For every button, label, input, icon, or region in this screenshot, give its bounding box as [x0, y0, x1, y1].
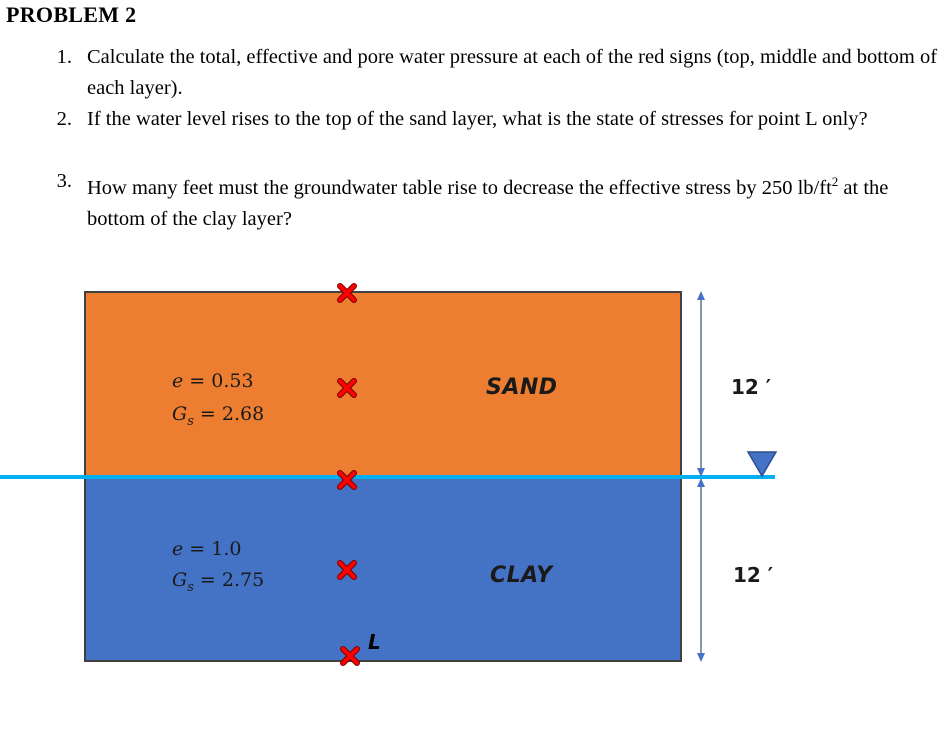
question-text: Calculate the total, effective and pore water pressure at each of the red signs (top, middle and bottom of each layer). — [87, 46, 938, 99]
clay-void-ratio: e = 1.0 — [172, 538, 242, 560]
sand-specific-gravity: $G_s = 2.68$ — [172, 403, 265, 429]
red-x-icon — [343, 649, 357, 663]
sand-layer-label: SAND — [486, 375, 558, 400]
sand-thickness-label: 12 ′ — [731, 375, 772, 399]
clay-specific-gravity: $G_s = 2.75$ — [172, 569, 265, 595]
water-table-triangle-icon — [748, 452, 776, 476]
point-l-label: L — [368, 630, 381, 654]
problem-title: PROBLEM 2 — [6, 2, 137, 27]
red-x-icon — [340, 381, 354, 395]
clay-thickness-label: 12 ′ — [733, 563, 774, 587]
red-x-icon — [340, 286, 354, 300]
question-number: 2. — [56, 108, 72, 130]
red-x-icon — [340, 473, 354, 487]
question-number: 1. — [56, 46, 72, 68]
question-number: 3. — [56, 170, 72, 192]
dimension-arrow-icon — [697, 291, 705, 662]
red-x-icon — [340, 563, 354, 577]
question-text: How many feet must the groundwater table rise to decrease the effective stress by 250 $lb/ft^2$ at the bottom of the clay layer? — [87, 174, 889, 230]
clay-layer-label: CLAY — [490, 563, 553, 588]
sand-void-ratio: e = 0.53 — [172, 370, 254, 392]
question-text: If the water level rises to the top of the sand layer, what is the state of stresses for point L only? — [87, 108, 868, 130]
